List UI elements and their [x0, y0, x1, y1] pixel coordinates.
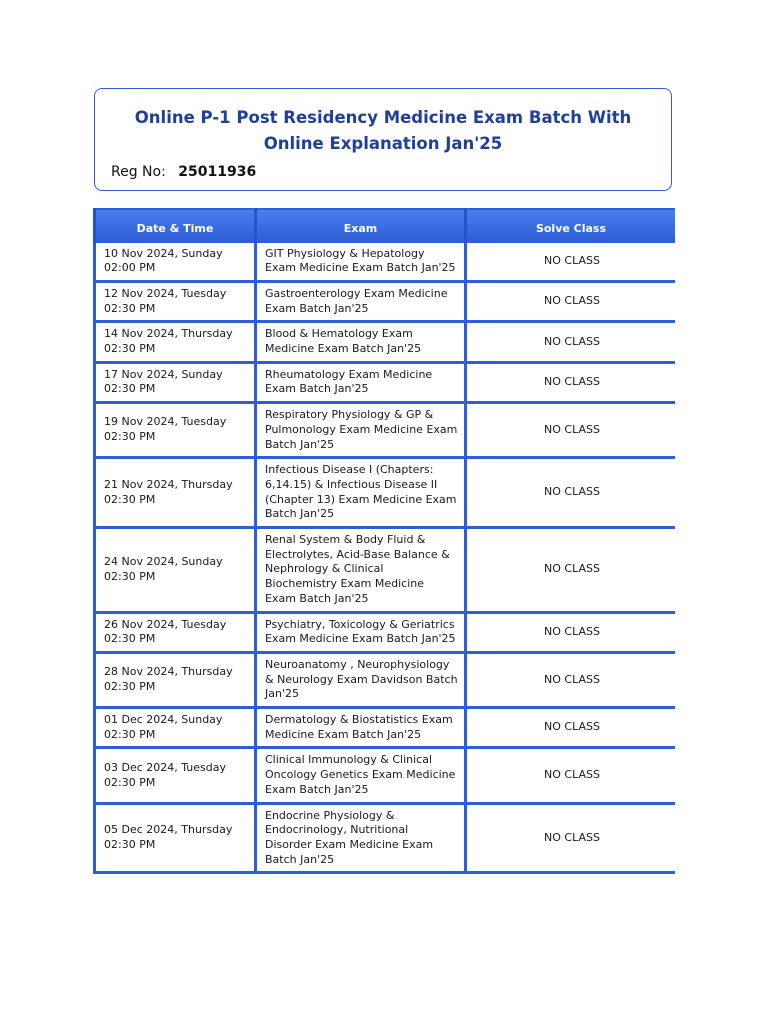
- date-time-cell: [95, 241, 256, 281]
- exam-name-cell: Respiratory Physiology & GP & Pulmonology Exam Medicine Exam Batch Jan'25: [256, 403, 466, 458]
- exam-date: 12 Nov 2024, Tuesday: [104, 286, 227, 300]
- solve-class-cell: NO CLASS: [466, 803, 676, 873]
- solve-class-cell: NO CLASS: [466, 322, 676, 362]
- table-header-row: [95, 209, 676, 241]
- date-time-cell: [95, 652, 256, 707]
- date-time-cell: [95, 403, 256, 458]
- solve-class-cell: NO CLASS: [466, 362, 676, 402]
- exam-date: 28 Nov 2024, Thursday: [104, 665, 233, 679]
- exam-time: 02:30 PM: [104, 492, 156, 506]
- column-header-exam: Exam: [256, 209, 466, 241]
- solve-class-cell: NO CLASS: [466, 281, 676, 321]
- exam-time: 02:30 PM: [104, 838, 156, 851]
- solve-class-cell: NO CLASS: [466, 612, 676, 652]
- solve-class-cell: NO CLASS: [466, 241, 676, 281]
- solve-class-cell: NO CLASS: [466, 528, 676, 613]
- date-time-cell: [95, 708, 256, 748]
- column-header-solve-class: Solve Class: [466, 209, 676, 241]
- registration-number: [111, 164, 256, 180]
- exam-time: 02:00 PM: [104, 261, 156, 275]
- reg-value: 25011936: [178, 164, 257, 180]
- exam-date: 21 Nov 2024, Thursday: [104, 477, 233, 491]
- exam-date: 05 Dec 2024, Thursday: [104, 823, 233, 837]
- exam-time: 02:30 PM: [104, 301, 156, 315]
- table-row: [95, 362, 676, 402]
- exam-date: 01 Dec 2024, Sunday: [104, 713, 223, 727]
- schedule-table-container: [93, 208, 675, 936]
- reg-label: Reg No:: [111, 164, 166, 180]
- exam-name-cell: Gastroenterology Exam Medicine Exam Batch Jan'25: [256, 281, 466, 321]
- solve-class-cell: NO CLASS: [466, 652, 676, 707]
- table-row: [95, 322, 676, 362]
- table-row: [95, 458, 676, 528]
- exam-time: 02:30 PM: [104, 342, 156, 356]
- date-time-cell: [95, 281, 256, 321]
- solve-class-cell: NO CLASS: [466, 708, 676, 748]
- exam-name-cell: GIT Physiology & Hepatology Exam Medicine Exam Batch Jan'25: [256, 241, 466, 281]
- exam-date: 24 Nov 2024, Sunday: [104, 555, 223, 569]
- exam-time: 02:30 PM: [104, 680, 156, 694]
- date-time-cell: [95, 458, 256, 528]
- exam-time: 02:30 PM: [104, 430, 156, 444]
- exam-date: 10 Nov 2024, Sunday: [104, 246, 223, 260]
- exam-time: 02:30 PM: [104, 775, 156, 789]
- solve-class-cell: NO CLASS: [466, 403, 676, 458]
- exam-date: 19 Nov 2024, Tuesday: [104, 415, 227, 429]
- table-row: [95, 708, 676, 748]
- exam-time: 02:30 PM: [104, 569, 156, 583]
- exam-time: 02:30 PM: [104, 382, 156, 396]
- table-row: [95, 612, 676, 652]
- exam-time: 02:30 PM: [104, 727, 156, 741]
- solve-class-cell: NO CLASS: [466, 458, 676, 528]
- exam-date: 17 Nov 2024, Sunday: [104, 367, 223, 381]
- exam-name-cell: Endocrine Physiology & Endocrinology, Nutritional Disorder Exam Medicine Exam Batch Jan'25: [256, 803, 466, 873]
- exam-name-cell: Neuroanatomy , Neurophysiology & Neurology Exam Davidson Batch Jan'25: [256, 652, 466, 707]
- date-time-cell: [95, 803, 256, 873]
- table-row: [95, 652, 676, 707]
- exam-name-cell: Psychiatry, Toxicology & Geriatrics Exam Medicine Exam Batch Jan'25: [256, 612, 466, 652]
- date-time-cell: [95, 748, 256, 803]
- date-time-cell: [95, 362, 256, 402]
- exam-time: 02:30 PM: [104, 632, 156, 646]
- table-row: [95, 528, 676, 613]
- exam-header-card: [94, 88, 672, 191]
- exam-name-cell: Renal System & Body Fluid & Electrolytes, Acid-Base Balance & Nephrology & Clinical Biochemistry Exam Medicine Exam Batch Jan'25: [256, 528, 466, 613]
- date-time-cell: [95, 528, 256, 613]
- column-header-date-time: Date & Time: [95, 209, 256, 241]
- table-row: [95, 748, 676, 803]
- table-row: [95, 803, 676, 873]
- page-title: Online P-1 Post Residency Medicine Exam Batch With Online Explanation Jan'25: [134, 108, 632, 153]
- exam-name-cell: Infectious Disease I (Chapters: 6,14.15) & Infectious Disease II (Chapter 13) Exam Medicine Exam Batch Jan'25: [256, 458, 466, 528]
- exam-date: 03 Dec 2024, Tuesday: [104, 760, 227, 774]
- table-row: [95, 241, 676, 281]
- solve-class-cell: NO CLASS: [466, 748, 676, 803]
- table-row: [95, 281, 676, 321]
- exam-name-cell: Clinical Immunology & Clinical Oncology Genetics Exam Medicine Exam Batch Jan'25: [256, 748, 466, 803]
- exam-date: 14 Nov 2024, Thursday: [104, 327, 233, 341]
- exam-name-cell: Rheumatology Exam Medicine Exam Batch Jan'25: [256, 362, 466, 402]
- table-row: [95, 403, 676, 458]
- date-time-cell: [95, 612, 256, 652]
- exam-name-cell: Blood & Hematology Exam Medicine Exam Batch Jan'25: [256, 322, 466, 362]
- exam-name-cell: Dermatology & Biostatistics Exam Medicine Exam Batch Jan'25: [256, 708, 466, 748]
- date-time-cell: [95, 322, 256, 362]
- exam-date: 26 Nov 2024, Tuesday: [104, 617, 227, 631]
- schedule-table: [93, 208, 675, 874]
